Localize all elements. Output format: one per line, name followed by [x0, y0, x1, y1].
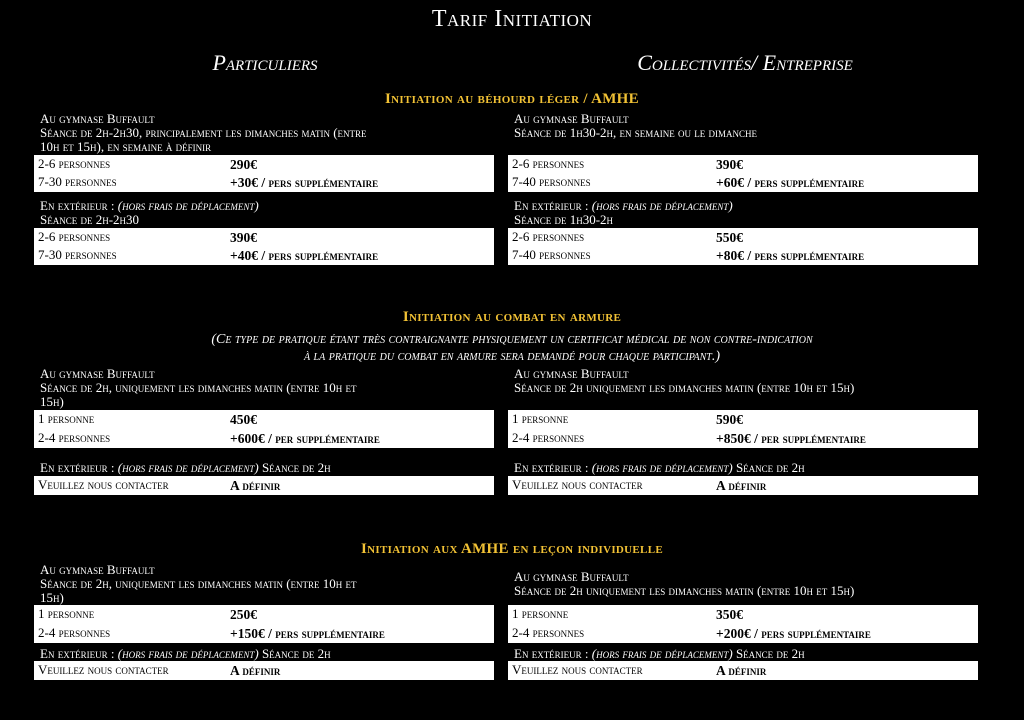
price-label: 1 personne — [38, 606, 95, 621]
exterior-label: En extérieur : — [514, 198, 592, 213]
price-value: 450€ — [230, 412, 257, 427]
exterior-seance: Séance de 2h-2h30 — [40, 212, 140, 227]
price-value: 390€ — [230, 230, 257, 245]
exterior-note: (hors frais de déplacement) — [591, 646, 733, 661]
contact-value: A définir — [716, 663, 767, 678]
exterior-seance: Séance de 2h — [732, 646, 805, 661]
contact-label: Veuillez nous contacter — [512, 662, 643, 677]
exterior-seance: Séance de 2h — [258, 646, 331, 661]
section-title-armure: Initiation au combat en armure — [402, 309, 622, 325]
s1-left-exterior — [40, 199, 500, 227]
s2-right-contact-box — [508, 476, 978, 495]
price-label: 2-6 personnes — [512, 156, 585, 171]
intro-seance-cont: 15h) — [40, 394, 64, 409]
s2-right-exterior — [514, 461, 984, 475]
intro-location: Au gymnase Buffault — [514, 569, 629, 584]
price-row — [512, 173, 974, 191]
exterior-note: (hors frais de déplacement) — [117, 198, 259, 213]
s1-left-exterior-price-box — [34, 228, 494, 265]
price-row — [38, 605, 490, 623]
price-label: 2-6 personnes — [38, 156, 111, 171]
s1-right-exterior — [514, 199, 984, 227]
contact-label: Veuillez nous contacter — [38, 662, 169, 677]
exterior-label: En extérieur : — [514, 646, 592, 661]
price-value: 390€ — [716, 157, 743, 172]
price-value: 290€ — [230, 157, 257, 172]
price-row — [38, 410, 490, 428]
section-note-certificat — [0, 331, 1024, 365]
contact-row — [38, 476, 490, 494]
s3-left-price-box — [34, 605, 494, 643]
exterior-note: (hors frais de déplacement) — [591, 460, 733, 475]
exterior-seance: Séance de 2h — [732, 460, 805, 475]
intro-seance: Séance de 2h-2h30, principalement les dimanches matin (entre — [40, 125, 367, 140]
price-value: 590€ — [716, 412, 743, 427]
exterior-note: (hors frais de déplacement) — [117, 646, 259, 661]
note-line: à la pratique du combat en armure sera demandé pour chaque participant.) — [303, 349, 721, 364]
price-value: 350€ — [716, 607, 743, 622]
price-value: 250€ — [230, 607, 257, 622]
s1-left-intro — [40, 112, 500, 154]
price-value: +40€ / pers supplémentaire — [230, 248, 379, 263]
intro-seance-cont: 10h et 15h), en semaine à définir — [40, 139, 212, 154]
section-title-lecon-individuelle: Initiation aux AMHE en leçon individuelle — [361, 541, 663, 557]
intro-location: Au gymnase Buffault — [514, 366, 629, 381]
price-label: 1 personne — [512, 606, 569, 621]
price-label: 7-40 personnes — [512, 247, 591, 262]
intro-seance: Séance de 2h, uniquement les dimanches matin (entre 10h et — [40, 576, 357, 591]
s3-right-contact-box — [508, 661, 978, 680]
contact-row — [38, 661, 490, 679]
s2-left-contact-box — [34, 476, 494, 495]
note-line: (Ce type de pratique étant très contraignante physiquement un certificat médical de non contre-indication — [211, 332, 813, 347]
price-label: 7-30 personnes — [38, 247, 117, 262]
contact-label: Veuillez nous contacter — [38, 477, 169, 492]
price-row — [512, 624, 974, 642]
s2-right-price-box — [508, 410, 978, 448]
price-row — [512, 246, 974, 264]
price-row — [512, 429, 974, 447]
price-label: 7-30 personnes — [38, 174, 117, 189]
exterior-label: En extérieur : — [40, 646, 118, 661]
price-label: 2-6 personnes — [38, 229, 111, 244]
price-label: 2-6 personnes — [512, 229, 585, 244]
contact-row — [512, 476, 974, 494]
price-value: +80€ / pers supplémentaire — [716, 248, 865, 263]
intro-location: Au gymnase Buffault — [514, 111, 629, 126]
intro-seance: Séance de 2h uniquement les dimanches matin (entre 10h et 15h) — [514, 380, 855, 395]
exterior-label: En extérieur : — [40, 460, 118, 475]
contact-label: Veuillez nous contacter — [512, 477, 643, 492]
s2-left-price-box — [34, 410, 494, 448]
page-title: Tarif Initiation — [431, 6, 593, 32]
s1-right-exterior-price-box — [508, 228, 978, 265]
contact-row — [512, 661, 974, 679]
s3-left-exterior — [40, 647, 500, 661]
price-label: 1 personne — [512, 411, 569, 426]
intro-location: Au gymnase Buffault — [40, 562, 155, 577]
price-value: +600€ / per supplémentaire — [230, 431, 380, 446]
price-row — [38, 155, 490, 173]
price-value: +150€ / pers supplémentaire — [230, 626, 385, 641]
price-row — [512, 155, 974, 173]
price-row — [38, 429, 490, 447]
price-value: +850€ / per supplémentaire — [716, 431, 866, 446]
price-label: 7-40 personnes — [512, 174, 591, 189]
price-row — [512, 228, 974, 246]
s3-left-contact-box — [34, 661, 494, 680]
price-row — [38, 173, 490, 191]
exterior-label: En extérieur : — [514, 460, 592, 475]
intro-seance: Séance de 2h, uniquement les dimanches matin (entre 10h et — [40, 380, 357, 395]
exterior-seance: Séance de 1h30-2h — [514, 212, 614, 227]
price-row — [38, 246, 490, 264]
price-row — [38, 624, 490, 642]
intro-seance-cont: 15h) — [40, 590, 64, 605]
s3-right-exterior — [514, 647, 984, 661]
price-row — [512, 410, 974, 428]
price-row — [512, 605, 974, 623]
s3-left-intro — [40, 563, 500, 605]
exterior-seance: Séance de 2h — [258, 460, 331, 475]
contact-value: A définir — [716, 478, 767, 493]
price-value: +60€ / pers supplémentaire — [716, 175, 865, 190]
s2-left-intro — [40, 367, 500, 409]
intro-location: Au gymnase Buffault — [40, 111, 155, 126]
column-heading-particuliers: Particuliers — [212, 50, 318, 75]
s3-right-intro — [514, 570, 984, 598]
s1-left-price-box — [34, 155, 494, 192]
price-value: +30€ / pers supplémentaire — [230, 175, 379, 190]
s2-right-intro — [514, 367, 984, 395]
intro-seance: Séance de 2h uniquement les dimanches matin (entre 10h et 15h) — [514, 583, 855, 598]
exterior-note: (hors frais de déplacement) — [117, 460, 259, 475]
exterior-note: (hors frais de déplacement) — [591, 198, 733, 213]
s1-right-intro — [514, 112, 984, 140]
price-label: 2-4 personnes — [512, 430, 585, 445]
price-value: +200€ / pers supplémentaire — [716, 626, 871, 641]
price-value: 550€ — [716, 230, 743, 245]
intro-seance: Séance de 1h30-2h, en semaine ou le dimanche — [514, 125, 758, 140]
s1-right-price-box — [508, 155, 978, 192]
price-row — [38, 228, 490, 246]
price-label: 2-4 personnes — [38, 430, 111, 445]
price-label: 1 personne — [38, 411, 95, 426]
contact-value: A définir — [230, 478, 281, 493]
section-title-behourd: Initiation au béhourd léger / AMHE — [385, 91, 639, 107]
s2-left-exterior — [40, 461, 500, 475]
price-label: 2-4 personnes — [512, 625, 585, 640]
exterior-label: En extérieur : — [40, 198, 118, 213]
s3-right-price-box — [508, 605, 978, 643]
price-label: 2-4 personnes — [38, 625, 111, 640]
column-heading-collectivites: Collectivités/ Entreprise — [637, 50, 853, 75]
contact-value: A définir — [230, 663, 281, 678]
intro-location: Au gymnase Buffault — [40, 366, 155, 381]
